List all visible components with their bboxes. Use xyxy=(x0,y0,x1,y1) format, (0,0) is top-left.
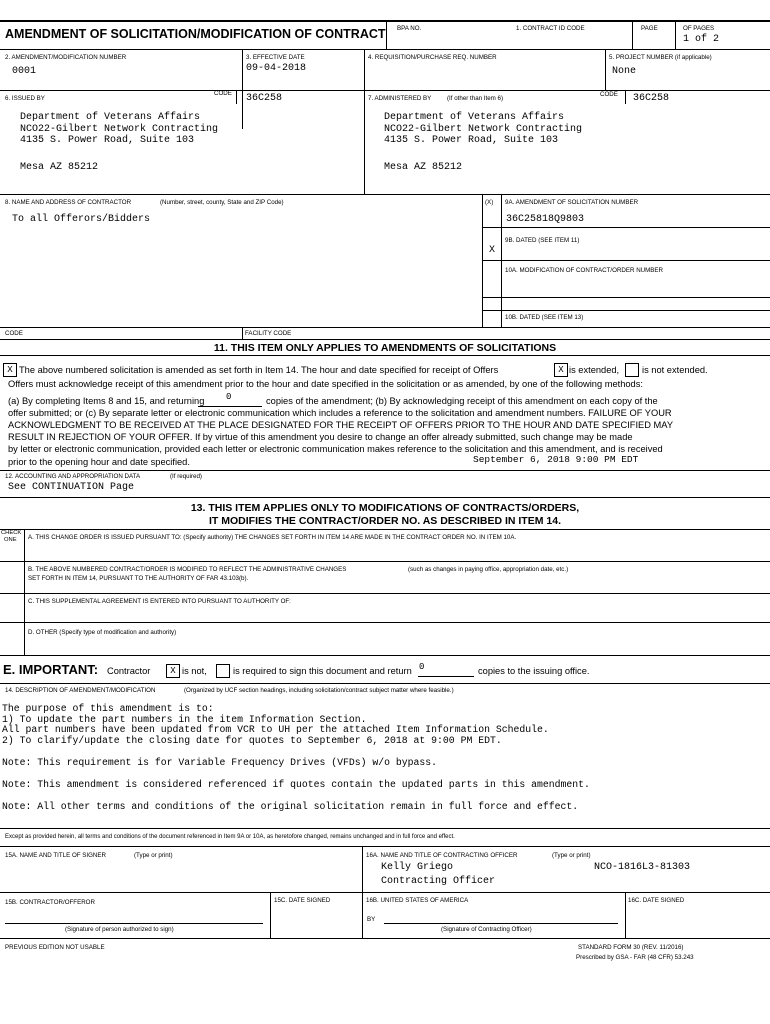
x-column-label: (X) xyxy=(485,199,494,206)
address-line: NCO22-Gilbert Network Contracting xyxy=(20,123,219,135)
not-extended-label: is not extended. xyxy=(642,365,708,375)
officer-label: 16A. NAME AND TITLE OF CONTRACTING OFFICER xyxy=(366,852,518,859)
rule xyxy=(0,49,770,50)
is-required-checkbox[interactable] xyxy=(216,664,230,678)
effective-date-value: 09-04-2018 xyxy=(246,63,307,74)
description-note: (Organized by UCF section headings, including solicitation/contract subject matter where feasible.) xyxy=(184,687,454,694)
rule xyxy=(0,593,770,594)
description-line: The purpose of this amendment is to: xyxy=(2,703,214,714)
rule xyxy=(482,260,770,261)
bpa-label: BPA NO. xyxy=(397,25,422,32)
item11-line1: The above numbered solicitation is amended as set forth in Item 14. The hour and date specified for receipt of Offers xyxy=(19,365,499,375)
project-number-label: 5. PROJECT NUMBER (if applicable) xyxy=(609,54,712,61)
solicitation-number-label: 9A. AMENDMENT OF SOLICITATION NUMBER xyxy=(505,199,639,206)
item13-c: C. THIS SUPPLEMENTAL AGREEMENT IS ENTERED INTO PURSUANT TO AUTHORITY OF: xyxy=(28,598,291,605)
rule xyxy=(362,846,363,938)
accounting-value: See CONTINUATION Page xyxy=(8,482,135,493)
rule xyxy=(0,683,770,684)
description-label: 14. DESCRIPTION OF AMENDMENT/MODIFICATION xyxy=(5,687,156,694)
offer-due-date: September 6, 2018 9:00 PM EDT xyxy=(473,454,639,465)
rule xyxy=(0,655,770,656)
rule xyxy=(625,892,626,938)
rule xyxy=(0,938,770,939)
contract-id-label: 1. CONTRACT ID CODE xyxy=(516,25,585,32)
item11-line3b: copies of the amendment; (b) By acknowledging receipt of this amendment on each copy of the xyxy=(266,396,658,406)
amendment-number-label: 2. AMENDMENT/MODIFICATION NUMBER xyxy=(5,54,127,61)
item11-line6: RESULT IN REJECTION OF YOUR OFFER. If by virtue of this amendment you desire to change an offer already submitted, such change may be made xyxy=(8,432,633,442)
rule xyxy=(605,49,606,90)
signature-officer-caption: (Signature of Contracting Officer) xyxy=(441,926,532,933)
description-note-2: Note: This amendment is considered referenced if quotes contain the updated parts in this amendment. xyxy=(2,779,590,790)
address-line: Department of Veterans Affairs xyxy=(20,112,201,123)
rule xyxy=(0,497,770,498)
not-extended-checkbox[interactable] xyxy=(625,363,639,377)
rule xyxy=(0,355,770,356)
dated-10b-label: 10B. DATED (SEE ITEM 13) xyxy=(505,314,584,321)
address-line: 4135 S. Power Road, Suite 103 xyxy=(20,135,195,146)
amendment-number-value: 0001 xyxy=(12,66,37,77)
officer-title: Contracting Officer xyxy=(381,876,496,887)
important-label: E. IMPORTANT: xyxy=(3,662,99,677)
administered-by-note: (If other than Item 6) xyxy=(447,95,504,102)
contractor-offeror-label: 15B. CONTRACTOR/OFFEROR xyxy=(5,899,95,906)
rule xyxy=(0,194,770,195)
is-extended-checkbox[interactable]: X xyxy=(554,363,568,377)
check-one-label: CHECK xyxy=(1,530,22,536)
is-required-label: is required to sign this document and return xyxy=(233,666,412,676)
page-label: PAGE xyxy=(641,25,658,32)
item11-line5: ACKNOWLEDGMENT TO BE RECEIVED AT THE PLACE DESIGNATED FOR THE RECEIPT OF OFFERS PRIOR TO THE HOUR AND DATE SPECIFIED MAY xyxy=(8,420,674,430)
rule xyxy=(0,339,770,340)
item13-b1: B. THE ABOVE NUMBERED CONTRACT/ORDER IS MODIFIED TO REFLECT THE ADMINISTRATIVE CHANGES xyxy=(28,566,347,573)
project-number-value: None xyxy=(612,66,637,77)
item11-line3a: (a) By completing Items 8 and 15, and returning xyxy=(8,396,205,406)
rule xyxy=(242,327,243,339)
address-line: Department of Veterans Affairs xyxy=(384,112,565,123)
rule xyxy=(0,90,770,91)
top-rule xyxy=(0,20,770,22)
contractor-note: (Number, street, county, State and ZIP Code) xyxy=(160,199,284,206)
contractor-signature-line[interactable] xyxy=(5,923,263,924)
rule xyxy=(386,20,387,49)
admin-code-value: 36C258 xyxy=(633,93,670,104)
administered-by-address xyxy=(384,112,582,173)
rule xyxy=(270,892,271,938)
date-signed-15c-label: 15C. DATE SIGNED xyxy=(274,897,331,904)
item13-b1-note: (such as changes in paying office, appropriation date, etc.) xyxy=(408,566,569,573)
previous-edition: PREVIOUS EDITION NOT USABLE xyxy=(5,944,105,951)
description-line: All part numbers have been updated from VCR to UH per the attached Item Information Schedule. xyxy=(2,724,549,736)
rule xyxy=(501,194,502,327)
copies-value: 0 xyxy=(226,392,232,402)
footer-notice: Except as provided herein, all terms and conditions of the document referenced in Item 9A or 10A, as heretofore changed, remains unchanged and in full force and effect. xyxy=(5,834,455,840)
accounting-label: 12. ACCOUNTING AND APPROPRIATION DATA xyxy=(5,473,141,480)
issued-by-address xyxy=(20,112,218,173)
item13-b2: SET FORTH IN ITEM 14, PURSUANT TO THE AUTHORITY OF FAR 43.103(b). xyxy=(28,575,249,582)
rule xyxy=(0,470,770,471)
description-note-1: Note: This requirement is for Variable Frequency Drives (VFDs) w/o bypass. xyxy=(2,757,438,768)
item11-line2: Offers must acknowledge receipt of this amendment prior to the hour and date specified in the solicitation or as amended, by one of the following methods: xyxy=(8,379,643,389)
rule xyxy=(482,297,770,298)
accounting-note: (If required) xyxy=(170,473,202,480)
amended-checkbox[interactable]: X xyxy=(3,363,17,377)
facility-code-label: FACILITY CODE xyxy=(245,330,292,337)
description-line: 2) To clarify/update the closing date for quotes to September 6, 2018 at 9:00 PM EDT. xyxy=(2,734,502,746)
item11-line7: by letter or electronic communication, provided each letter or electronic communication makes reference to the solicitation and this amendment, and is received xyxy=(8,444,663,454)
item13-heading-2: IT MODIFIES THE CONTRACT/ORDER NO. AS DESCRIBED IN ITEM 14. xyxy=(209,515,561,527)
admin-code-label: CODE xyxy=(600,91,618,98)
address-line: Mesa AZ 85212 xyxy=(384,161,463,173)
item11-heading: 11. THIS ITEM ONLY APPLIES TO AMENDMENTS OF SOLICITATIONS xyxy=(213,342,557,354)
rule xyxy=(24,529,25,655)
requisition-label: 4. REQUISITION/PURCHASE REQ. NUMBER xyxy=(368,54,497,61)
copies-blank xyxy=(198,406,262,407)
description-note-3: Note: All other terms and conditions of the original solicitation remain in full force and effect. xyxy=(2,801,579,812)
issued-by-label: 6. ISSUED BY xyxy=(5,95,45,102)
solicitation-number-value: 36C25818Q9803 xyxy=(506,214,585,225)
issued-code-label: CODE xyxy=(214,90,232,97)
rule xyxy=(0,327,770,328)
is-not-checkbox[interactable]: X xyxy=(166,664,180,678)
contractor-label: 8. NAME AND ADDRESS OF CONTRACTOR xyxy=(5,199,132,206)
by-label: BY xyxy=(367,916,376,923)
signature-person-caption: (Signature of person authorized to sign) xyxy=(65,926,174,933)
check-one-label: ONE xyxy=(4,537,17,543)
rule xyxy=(0,561,770,562)
effective-date-label: 3. EFFECTIVE DATE xyxy=(246,54,305,61)
officer-id: NCO-1816L3-81303 xyxy=(594,862,691,873)
form-number: STANDARD FORM 30 (REV. 11/2016) xyxy=(578,944,684,951)
issued-code-value: 36C258 xyxy=(246,93,283,104)
address-line: 4135 S. Power Road, Suite 103 xyxy=(384,135,559,146)
rule xyxy=(236,90,237,104)
item13-d: D. OTHER (Specify type of modification and authority) xyxy=(28,629,177,636)
rule xyxy=(242,49,243,129)
x-mark: X xyxy=(489,245,496,256)
officer-signature-line[interactable] xyxy=(384,923,618,924)
rule xyxy=(482,310,770,311)
signer-label: 15A. NAME AND TITLE OF SIGNER xyxy=(5,852,106,859)
rule xyxy=(675,20,676,49)
description-body xyxy=(2,704,549,746)
copies-return-blank xyxy=(418,676,474,677)
dated-9b-label: 9B. DATED (SEE ITEM 11) xyxy=(505,237,580,244)
rule xyxy=(0,828,770,829)
address-line xyxy=(20,147,218,162)
united-states-label: 16B. UNITED STATES OF AMERICA xyxy=(366,897,469,904)
rule xyxy=(0,846,770,847)
copies-return-value: 0 xyxy=(419,662,425,672)
rule xyxy=(0,892,770,893)
date-signed-16c-label: 16C. DATE SIGNED xyxy=(628,897,685,904)
contractor-value: To all Offerors/Bidders xyxy=(12,214,151,225)
rule xyxy=(0,529,770,530)
signer-note: (Type or print) xyxy=(134,852,173,859)
officer-name: Kelly Griego xyxy=(381,862,454,873)
code-label: CODE xyxy=(5,330,23,337)
address-line: Mesa AZ 85212 xyxy=(20,161,99,173)
description-line: 1) To update the part numbers in the item Information Section. xyxy=(2,713,367,725)
modification-number-label: 10A. MODIFICATION OF CONTRACT/ORDER NUMBER xyxy=(505,267,664,274)
is-extended-label: is extended, xyxy=(569,365,620,375)
rule xyxy=(0,622,770,623)
prescribed-by: Prescribed by GSA - FAR (48 CFR) 53.243 xyxy=(576,954,694,961)
item11-line4: offer submitted; or (c) By separate letter or electronic communication which includes a reference to the solicitation and amendment numbers. FAILURE OF YOUR xyxy=(8,408,672,418)
address-line: NCO22-Gilbert Network Contracting xyxy=(384,123,583,135)
form-title: AMENDMENT OF SOLICITATION/MODIFICATION OF CONTRACT xyxy=(5,27,386,41)
item13-heading-1: 13. THIS ITEM APPLIES ONLY TO MODIFICATIONS OF CONTRACTS/ORDERS, xyxy=(190,502,580,514)
page-value: 1 of 2 xyxy=(683,34,720,45)
address-line xyxy=(384,147,582,162)
rule xyxy=(632,20,633,49)
rule xyxy=(482,194,483,327)
rule xyxy=(482,227,770,228)
item13-a: A. THIS CHANGE ORDER IS ISSUED PURSUANT TO: (Specify authority) THE CHANGES SET FORTH IN ITEM 14 ARE MADE IN THE CONTRACT ORDER NO. IN ITEM 10A. xyxy=(28,534,517,541)
administered-by-label: 7. ADMINISTERED BY xyxy=(368,95,432,102)
rule xyxy=(364,49,365,194)
is-not-label: is not, xyxy=(182,666,207,676)
rule xyxy=(625,90,626,104)
contractor-word: Contractor xyxy=(107,666,151,676)
to-office-label: copies to the issuing office. xyxy=(478,666,590,676)
item11-line8: prior to the opening hour and date specified. xyxy=(8,457,190,467)
officer-note: (Type or print) xyxy=(552,852,591,859)
of-pages-label: OF PAGES xyxy=(683,25,715,32)
